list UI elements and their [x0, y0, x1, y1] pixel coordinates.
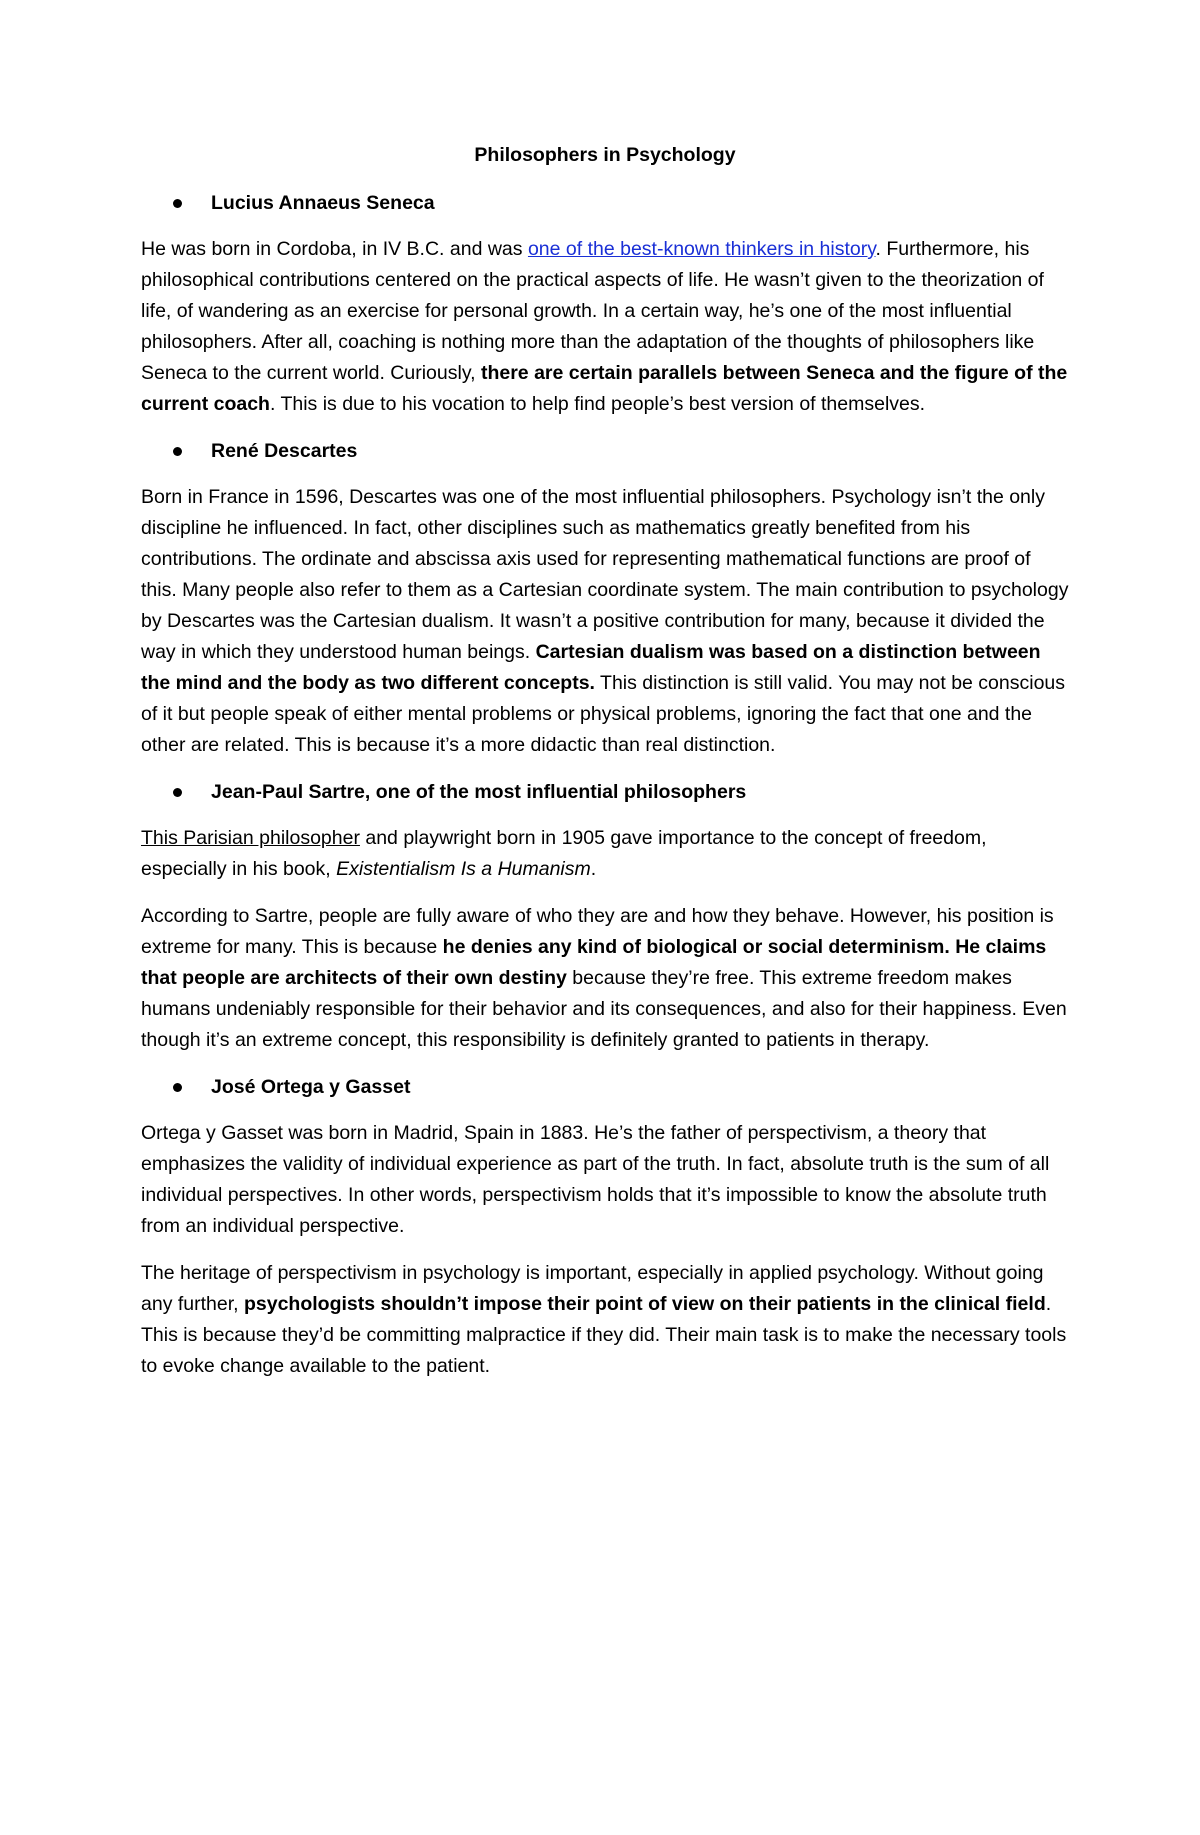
bold-text: Cartesian dualism was based on a distinction between the mind and the body as two different concepts.	[141, 641, 1041, 694]
section-heading-sartre	[141, 777, 1069, 808]
bullet-icon	[173, 788, 182, 797]
book-title: Existentialism Is a Humanism	[336, 858, 591, 880]
document-page	[141, 140, 1069, 1398]
text-run: . Furthermore, his philosophical contributions centered on the practical aspects of life. He wasn’t given to the theorization of life, of wandering as an exercise for personal growth. In a certain way, he’s one of the most influential philosophers. After all, coaching is nothing more than the adaptation of the thoughts of philosophers like Seneca to the current world. Curiously,	[141, 238, 1044, 384]
section-heading-seneca	[141, 188, 1069, 219]
best-known-thinkers-link[interactable]: one of the best-known thinkers in history	[527, 238, 876, 260]
text-run: Born in France in 1596, Descartes was one of the most influential philosophers. Psychology isn’t the only discipline he influenced. In fact, other disciplines such as mathematics greatly benefited from his contributions. The ordinate and abscissa axis used for representing mathematical functions are proof of this. Many people also refer to them as a Cartesian coordinate system. The main contribution to psychology by Descartes was the Cartesian dualism. It wasn’t a positive contribution for many, because it divided the way in which they understood human beings.	[141, 486, 1069, 663]
paragraph-ortega-1	[141, 1118, 1069, 1242]
text-run: because they’re free. This extreme freedom makes humans undeniably responsible for their behavior and its consequences, and also for their happiness. Even though it’s an extreme concept, this responsibility is definitely granted to patients in therapy.	[141, 967, 1067, 1051]
section-heading-descartes	[141, 436, 1069, 467]
text-run: This distinction is still valid. You may not be conscious of it but people speak of either mental problems or physical problems, ignoring the fact that one and the other are related. This is because it’s a more didactic than real distinction.	[141, 672, 1066, 756]
heading-text: René Descartes	[211, 440, 358, 462]
text-run: Ortega y Gasset was born in Madrid, Spain in 1883. He’s the father of perspectivism, a theory that emphasizes the validity of individual experience as part of the truth. In fact, absolute truth is the sum of all individual perspectives. In other words, perspectivism holds that it’s impossible to know the absolute truth from an individual perspective.	[141, 1122, 1050, 1237]
paragraph-sartre-2	[141, 901, 1069, 1056]
heading-text: Jean-Paul Sartre, one of the most influential philosophers	[211, 781, 747, 803]
paragraph-ortega-2	[141, 1258, 1069, 1382]
bold-text: psychologists shouldn’t impose their point of view on their patients in the clinical field	[243, 1293, 1046, 1315]
bold-text: there are certain parallels between Seneca and the figure of the current coach	[141, 362, 1068, 415]
text-run: and playwright born in 1905 gave importance to the concept of freedom, especially in his book,	[141, 827, 987, 880]
heading-text: Lucius Annaeus Seneca	[211, 192, 435, 214]
text-run: . This is due to his vocation to help find people’s best version of themselves.	[269, 393, 926, 415]
text-run: .	[590, 858, 597, 880]
text-run: According to Sartre, people are fully aware of who they are and how they behave. However, his position is extreme for many. This is because	[141, 905, 1054, 958]
parisian-philosopher-link[interactable]: This Parisian philosopher	[141, 827, 360, 849]
text-run: He was born in Cordoba, in IV B.C. and was	[141, 238, 528, 260]
document-title: Philosophers in Psychology	[474, 144, 736, 166]
text-run: . This is because they’d be committing malpractice if they did. Their main task is to make the necessary tools to evoke change available to the patient.	[141, 1293, 1067, 1377]
bullet-icon	[173, 447, 182, 456]
bullet-icon	[173, 1083, 182, 1092]
paragraph-seneca	[141, 234, 1069, 420]
bullet-icon	[173, 199, 182, 208]
text-run: The heritage of perspectivism in psychology is important, especially in applied psychology. Without going any further,	[141, 1262, 1044, 1315]
paragraph-sartre-1	[141, 823, 1069, 885]
section-heading-ortega	[141, 1072, 1069, 1103]
heading-text: José Ortega y Gasset	[211, 1076, 411, 1098]
bold-text: he denies any kind of biological or social determinism. He claims that people are architects of their own destiny	[141, 936, 1047, 989]
paragraph-descartes	[141, 482, 1069, 761]
